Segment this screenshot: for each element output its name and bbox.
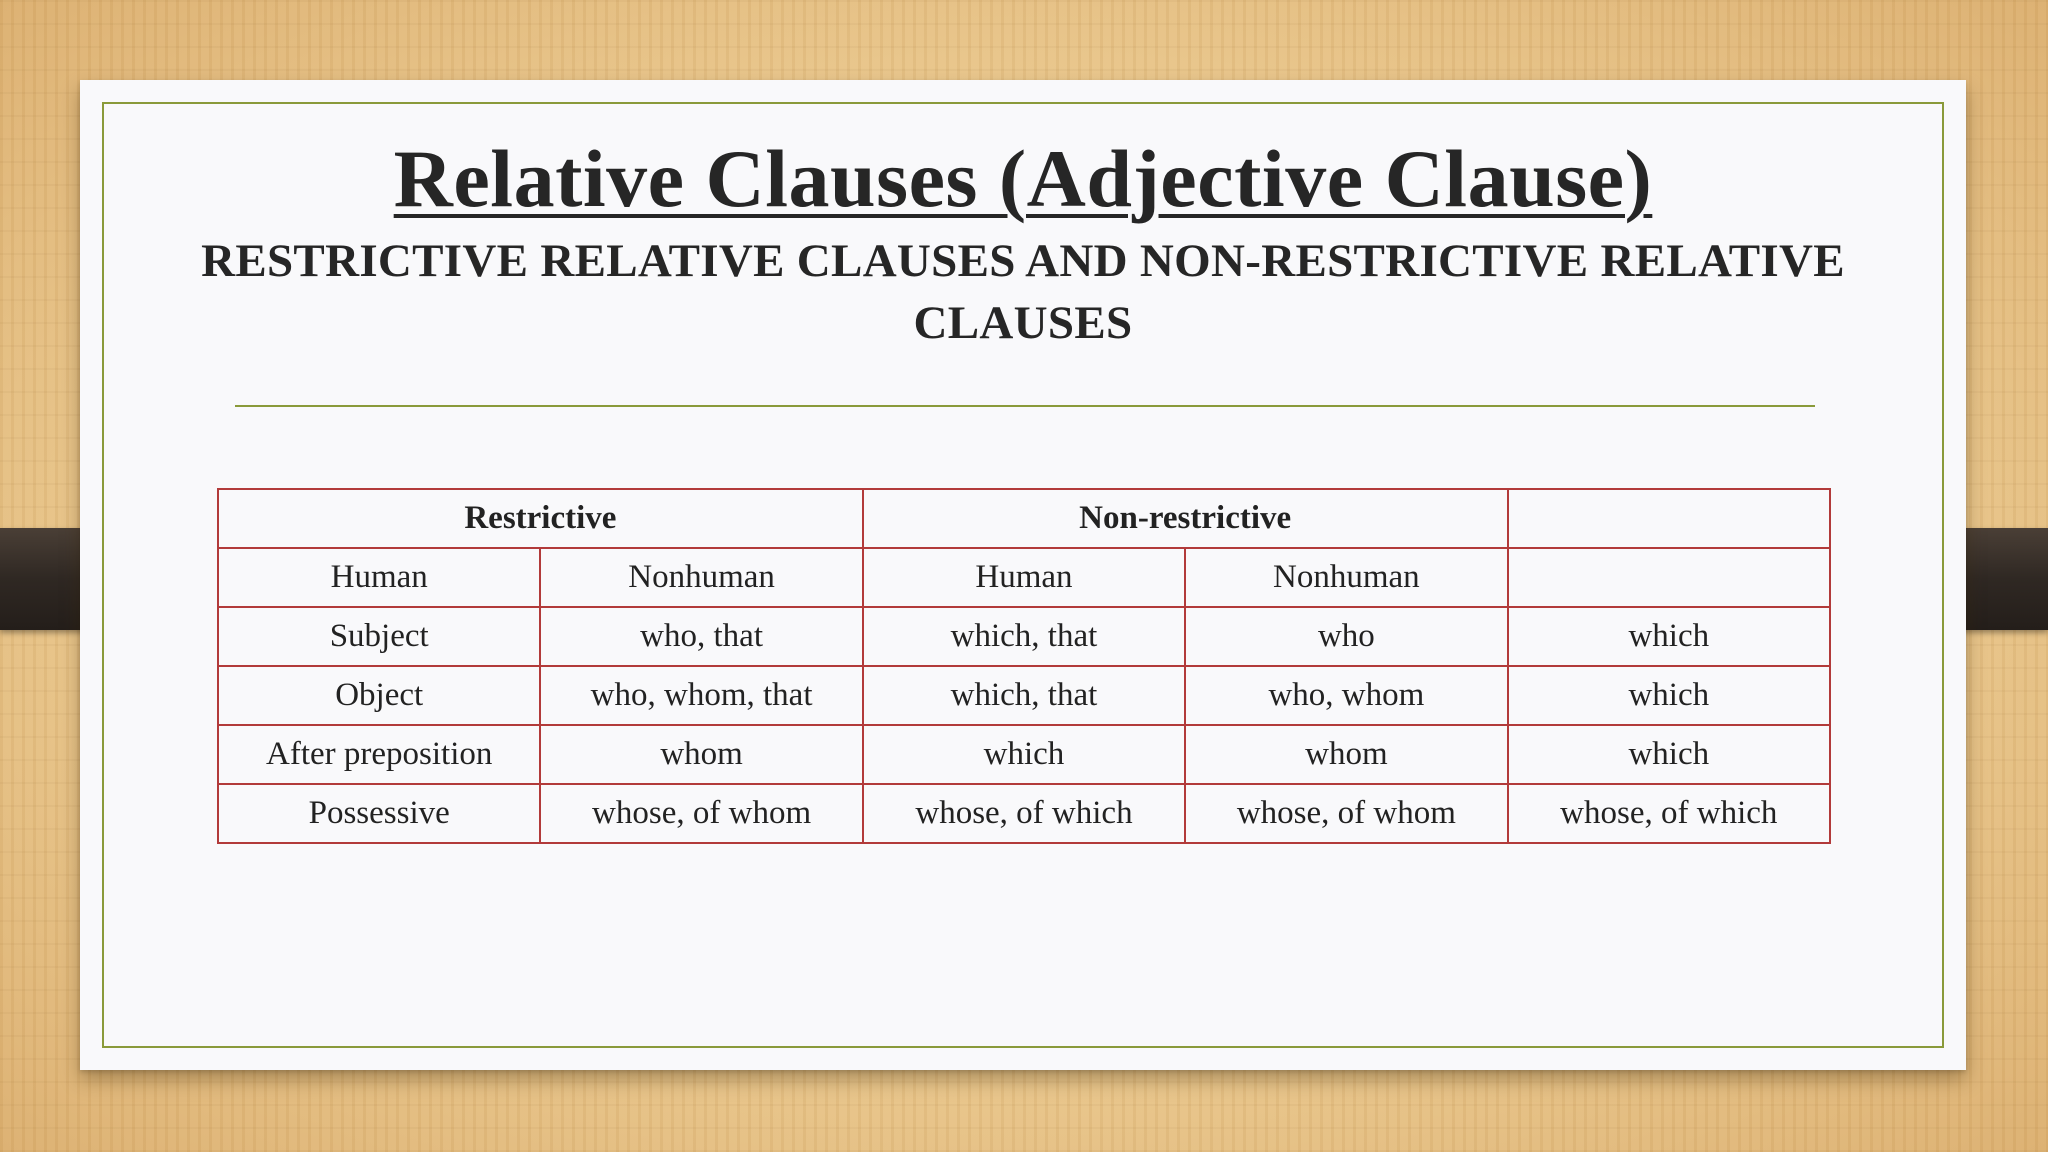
table-cell: whose, of which [863, 784, 1185, 843]
table-cell: whom [540, 725, 862, 784]
table-cell: whose, of whom [1185, 784, 1507, 843]
row-label: Subject [218, 607, 540, 666]
table-cell: whom [1185, 725, 1507, 784]
relative-clause-table [217, 488, 1831, 844]
slide-title: Relative Clauses (Adjective Clause) [393, 133, 1653, 224]
table-cell: whose, of which [1508, 784, 1830, 843]
table-group-header-row [218, 489, 1830, 548]
row-label: After preposition [218, 725, 540, 784]
table-cell: which [1508, 725, 1830, 784]
table-cell: which [1508, 666, 1830, 725]
table-row [218, 666, 1830, 725]
table-row [218, 784, 1830, 843]
table-cell: who, that [540, 607, 862, 666]
table-cell: which [1508, 607, 1830, 666]
row-label: Object [218, 666, 540, 725]
row-label: Possessive [218, 784, 540, 843]
table-cell: who [1185, 607, 1507, 666]
table-cell: Nonhuman [540, 548, 862, 607]
table-cell: whose, of whom [540, 784, 862, 843]
slide-subtitle: RESTRICTIVE RELATIVE CLAUSES AND NON-RESTRICTIVE RELATIVE CLAUSES [201, 235, 1845, 349]
table-subheader-row [218, 548, 1830, 607]
title-divider [235, 405, 1815, 407]
table-cell: which, that [863, 666, 1185, 725]
slide [80, 80, 1966, 1070]
table-cell: who, whom [1185, 666, 1507, 725]
header-empty [1508, 489, 1830, 548]
header-non-restrictive: Non-restrictive [863, 489, 1508, 548]
table-cell [1508, 548, 1830, 607]
table-row [218, 607, 1830, 666]
table-cell: which, that [863, 607, 1185, 666]
table-cell: Human [863, 548, 1185, 607]
table-cell: who, whom, that [540, 666, 862, 725]
header-restrictive: Restrictive [218, 489, 863, 548]
table-cell: Human [218, 548, 540, 607]
table-cell: Nonhuman [1185, 548, 1507, 607]
table-row [218, 725, 1830, 784]
table-cell: which [863, 725, 1185, 784]
